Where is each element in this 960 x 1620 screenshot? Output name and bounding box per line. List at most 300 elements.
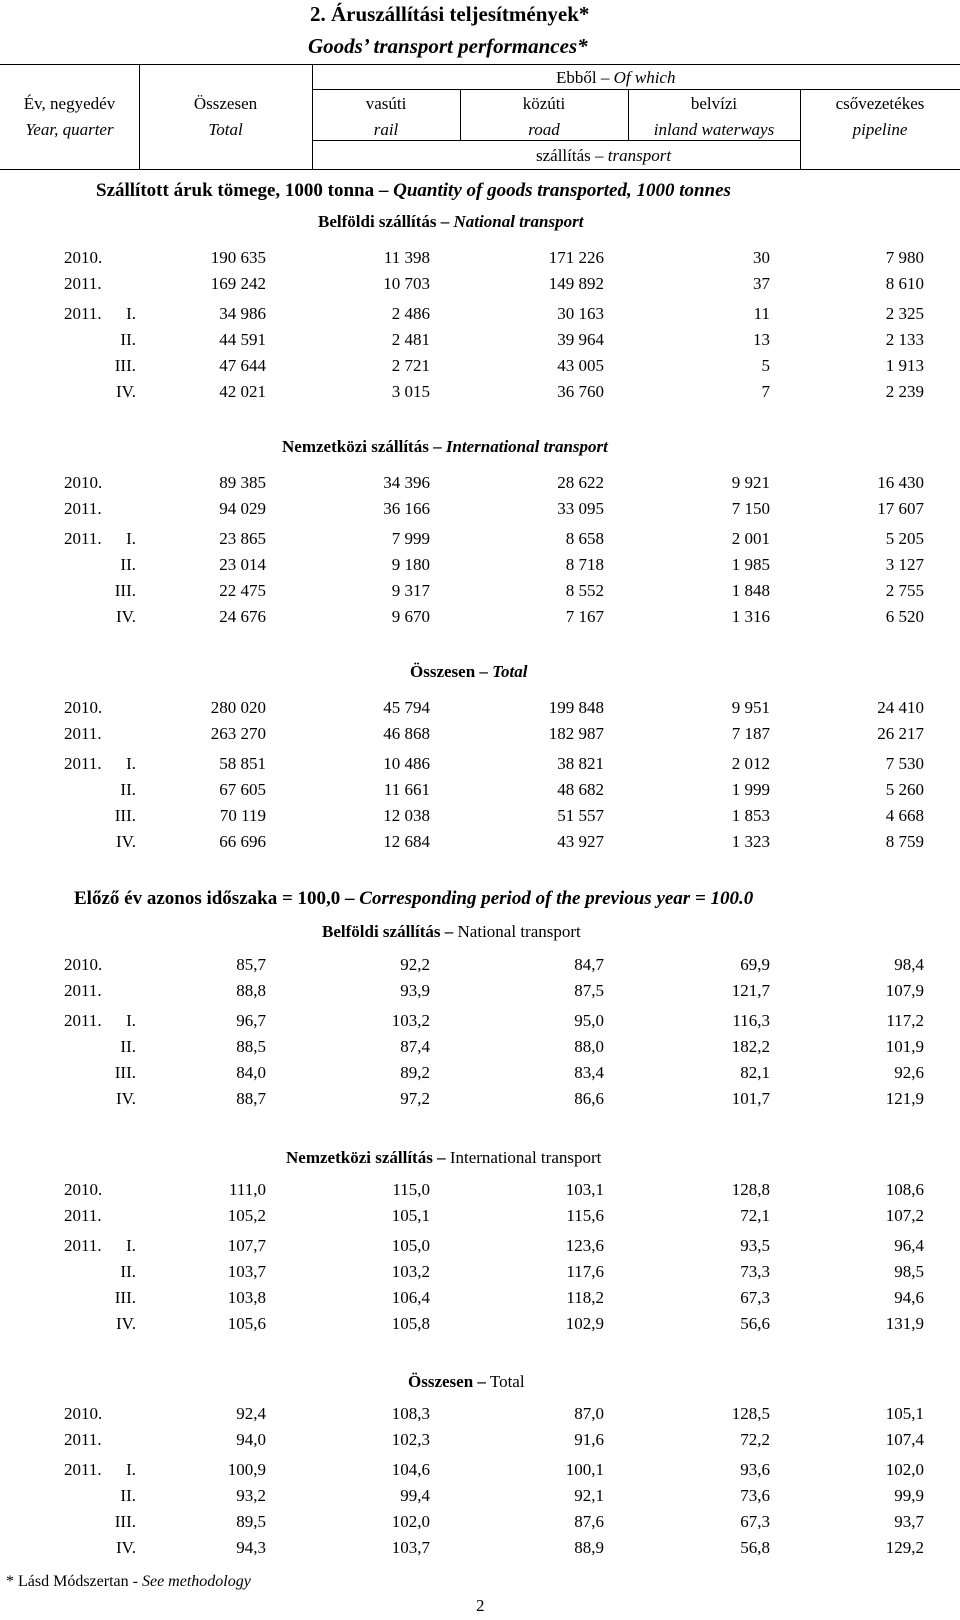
cell-pipe: 7 530 bbox=[885, 754, 924, 773]
cell-total: 23 865 bbox=[219, 529, 266, 548]
table-row bbox=[0, 1236, 960, 1258]
cell-pipe: 2 133 bbox=[885, 330, 924, 349]
cell-pipe: 99,9 bbox=[894, 1486, 924, 1505]
cell-inland: 56,6 bbox=[740, 1314, 770, 1333]
cell-road: 171 226 bbox=[548, 248, 604, 267]
cell-total: 103,8 bbox=[227, 1288, 266, 1307]
cell-total: 280 020 bbox=[210, 698, 266, 717]
table-row bbox=[0, 1262, 960, 1284]
col-divider-1 bbox=[139, 64, 140, 169]
row-quarter: III. bbox=[114, 806, 136, 825]
cell-pipe: 107,9 bbox=[885, 981, 924, 1000]
header-road-hu: közúti bbox=[522, 94, 566, 113]
cell-road: 88,9 bbox=[574, 1538, 604, 1557]
cell-road: 95,0 bbox=[574, 1011, 604, 1030]
cell-rail: 7 999 bbox=[391, 529, 430, 548]
cell-pipe: 16 430 bbox=[877, 473, 924, 492]
table-row bbox=[0, 1011, 960, 1033]
section-heading bbox=[322, 922, 581, 942]
cell-inland: 1 853 bbox=[731, 806, 770, 825]
cell-total: 107,7 bbox=[227, 1236, 266, 1255]
header-inland-en: inland waterways bbox=[653, 120, 775, 139]
cell-pipe: 24 410 bbox=[877, 698, 924, 717]
cell-pipe: 2 325 bbox=[885, 304, 924, 323]
cell-inland: 67,3 bbox=[740, 1512, 770, 1531]
table-row bbox=[0, 499, 960, 521]
header-transport bbox=[536, 146, 671, 166]
cell-total: 190 635 bbox=[210, 248, 266, 267]
cell-rail: 3 015 bbox=[391, 382, 430, 401]
row-quarter: II. bbox=[120, 1486, 136, 1505]
cell-road: 86,6 bbox=[574, 1089, 604, 1108]
row-quarter: I. bbox=[126, 1460, 136, 1479]
cell-inland: 7 150 bbox=[731, 499, 770, 518]
cell-pipe: 93,7 bbox=[894, 1512, 924, 1531]
cell-pipe: 129,2 bbox=[885, 1538, 924, 1557]
cell-rail: 2 721 bbox=[391, 356, 430, 375]
cell-total: 105,2 bbox=[227, 1206, 266, 1225]
cell-inland: 73,6 bbox=[740, 1486, 770, 1505]
cell-rail: 87,4 bbox=[400, 1037, 430, 1056]
row-quarter: I. bbox=[126, 754, 136, 773]
table-row bbox=[0, 607, 960, 629]
table-row bbox=[0, 274, 960, 296]
cell-inland: 7 187 bbox=[731, 724, 770, 743]
cell-total: 88,8 bbox=[236, 981, 266, 1000]
cell-total: 84,0 bbox=[236, 1063, 266, 1082]
header-bottom-rule bbox=[0, 169, 960, 170]
cell-rail: 45 794 bbox=[383, 698, 430, 717]
cell-rail: 93,9 bbox=[400, 981, 430, 1000]
cell-rail: 105,1 bbox=[391, 1206, 430, 1225]
section-heading-hu: Összesen – bbox=[408, 1372, 486, 1391]
cell-pipe: 121,9 bbox=[885, 1089, 924, 1108]
cell-rail: 106,4 bbox=[391, 1288, 430, 1307]
header-total-hu: Összesen bbox=[193, 94, 258, 113]
cell-inland: 2 001 bbox=[731, 529, 770, 548]
row-quarter: II. bbox=[120, 1262, 136, 1281]
cell-total: 22 475 bbox=[219, 581, 266, 600]
cell-pipe: 2 755 bbox=[885, 581, 924, 600]
cell-rail: 9 317 bbox=[391, 581, 430, 600]
row-year: 2011. bbox=[64, 1011, 102, 1030]
section-heading-hu: Összesen – bbox=[410, 662, 488, 681]
cell-rail: 105,0 bbox=[391, 1236, 430, 1255]
row-quarter: I. bbox=[126, 1011, 136, 1030]
cell-total: 58 851 bbox=[219, 754, 266, 773]
cell-inland: 30 bbox=[753, 248, 770, 267]
cell-inland: 128,5 bbox=[731, 1404, 770, 1423]
table-row bbox=[0, 382, 960, 404]
table-row bbox=[0, 754, 960, 776]
cell-total: 42 021 bbox=[219, 382, 266, 401]
cell-road: 8 658 bbox=[565, 529, 604, 548]
row-quarter: IV. bbox=[116, 382, 136, 401]
part2-heading-hu: Előző év azonos időszaka = 100,0 – bbox=[74, 888, 355, 909]
row-quarter: II. bbox=[120, 780, 136, 799]
section-heading-en: International transport bbox=[445, 437, 608, 456]
section-heading bbox=[318, 212, 583, 232]
cell-inland: 93,6 bbox=[740, 1460, 770, 1479]
cell-rail: 108,3 bbox=[391, 1404, 430, 1423]
row-year: 2011. bbox=[64, 1460, 102, 1479]
cell-total: 44 591 bbox=[219, 330, 266, 349]
table-row bbox=[0, 698, 960, 720]
table-row bbox=[0, 780, 960, 802]
cell-pipe: 26 217 bbox=[877, 724, 924, 743]
cell-pipe: 107,4 bbox=[885, 1430, 924, 1449]
table-row bbox=[0, 1037, 960, 1059]
cell-rail: 103,7 bbox=[391, 1538, 430, 1557]
row-year: 2011. bbox=[64, 1430, 102, 1449]
table-row bbox=[0, 981, 960, 1003]
row-year: 2011. bbox=[64, 274, 102, 293]
cell-rail: 9 670 bbox=[391, 607, 430, 626]
row-year: 2011. bbox=[64, 981, 102, 1000]
part1-heading bbox=[96, 180, 731, 202]
cell-rail: 103,2 bbox=[391, 1011, 430, 1030]
part1-heading-hu: Szállított áruk tömege, 1000 tonna – bbox=[96, 180, 389, 201]
header-ebbol-hu: Ebből – bbox=[556, 68, 610, 87]
row-year: 2010. bbox=[64, 955, 103, 974]
section-heading bbox=[408, 1372, 525, 1392]
row-quarter: IV. bbox=[116, 1538, 136, 1557]
row-quarter: IV. bbox=[116, 607, 136, 626]
cell-inland: 121,7 bbox=[731, 981, 770, 1000]
cell-total: 88,7 bbox=[236, 1089, 266, 1108]
cell-rail: 12 038 bbox=[383, 806, 430, 825]
cell-pipe: 98,4 bbox=[894, 955, 924, 974]
header-pipe-hu: csővezetékes bbox=[835, 94, 925, 113]
cell-rail: 105,8 bbox=[391, 1314, 430, 1333]
table-row bbox=[0, 473, 960, 495]
cell-total: 34 986 bbox=[219, 304, 266, 323]
row-quarter: II. bbox=[120, 330, 136, 349]
header-transport-hu: szállítás – bbox=[536, 146, 604, 165]
cell-inland: 93,5 bbox=[740, 1236, 770, 1255]
cell-pipe: 3 127 bbox=[885, 555, 924, 574]
part2-heading bbox=[74, 888, 753, 910]
cell-inland: 2 012 bbox=[731, 754, 770, 773]
header-inland-hu: belvízi bbox=[690, 94, 738, 113]
table-row bbox=[0, 304, 960, 326]
cell-total: 94 029 bbox=[219, 499, 266, 518]
header-pipe-en: pipeline bbox=[852, 120, 908, 139]
cell-total: 103,7 bbox=[227, 1262, 266, 1281]
cell-inland: 128,8 bbox=[731, 1180, 770, 1199]
cell-pipe: 131,9 bbox=[885, 1314, 924, 1333]
cell-total: 24 676 bbox=[219, 607, 266, 626]
cell-road: 8 552 bbox=[565, 581, 604, 600]
cell-pipe: 117,2 bbox=[886, 1011, 924, 1030]
cell-rail: 2 486 bbox=[391, 304, 430, 323]
section-heading-hu: Belföldi szállítás – bbox=[322, 922, 454, 941]
row-year: 2010. bbox=[64, 248, 103, 267]
row-quarter: II. bbox=[120, 1037, 136, 1056]
cell-road: 36 760 bbox=[557, 382, 604, 401]
cell-inland: 1 999 bbox=[731, 780, 770, 799]
cell-road: 33 095 bbox=[557, 499, 604, 518]
cell-road: 118,2 bbox=[566, 1288, 604, 1307]
header-of-which-en: Of which bbox=[613, 68, 676, 87]
cell-inland: 1 848 bbox=[731, 581, 770, 600]
cell-rail: 103,2 bbox=[391, 1262, 430, 1281]
header-rail-en: rail bbox=[373, 120, 399, 139]
part1-heading-en: Quantity of goods transported, 1000 tonnes bbox=[393, 180, 731, 201]
cell-road: 30 163 bbox=[557, 304, 604, 323]
cell-rail: 12 684 bbox=[383, 832, 430, 851]
cell-rail: 10 703 bbox=[383, 274, 430, 293]
cell-total: 100,9 bbox=[227, 1460, 266, 1479]
table-row bbox=[0, 1460, 960, 1482]
cell-road: 38 821 bbox=[557, 754, 604, 773]
cell-inland: 72,2 bbox=[740, 1430, 770, 1449]
header-road-en: road bbox=[528, 120, 560, 139]
row-quarter: III. bbox=[114, 1288, 136, 1307]
cell-pipe: 17 607 bbox=[877, 499, 924, 518]
cell-inland: 182,2 bbox=[731, 1037, 770, 1056]
cell-total: 47 644 bbox=[219, 356, 266, 375]
cell-road: 91,6 bbox=[574, 1430, 604, 1449]
cell-pipe: 4 668 bbox=[885, 806, 924, 825]
cell-rail: 99,4 bbox=[400, 1486, 430, 1505]
footnote-en: See methodology bbox=[141, 1573, 251, 1590]
row-quarter: I. bbox=[126, 529, 136, 548]
cell-inland: 1 323 bbox=[731, 832, 770, 851]
section-heading-en: National transport bbox=[457, 922, 581, 941]
cell-road: 84,7 bbox=[574, 955, 604, 974]
row-year: 2011. bbox=[64, 529, 102, 548]
cell-total: 105,6 bbox=[227, 1314, 266, 1333]
table-row bbox=[0, 1063, 960, 1085]
table-row bbox=[0, 1486, 960, 1508]
table-row bbox=[0, 1180, 960, 1202]
header-year-en: Year, quarter bbox=[25, 120, 114, 139]
header-ebbol bbox=[556, 68, 675, 88]
header-ebbol-rule bbox=[312, 89, 960, 90]
table-row bbox=[0, 248, 960, 270]
cell-pipe: 2 239 bbox=[885, 382, 924, 401]
footnote bbox=[6, 1573, 251, 1591]
cell-road: 28 622 bbox=[557, 473, 604, 492]
cell-total: 111,0 bbox=[229, 1180, 266, 1199]
table-title-en: Goods’ transport performances* bbox=[308, 34, 588, 58]
cell-rail: 9 180 bbox=[391, 555, 430, 574]
row-quarter: IV. bbox=[116, 832, 136, 851]
table-row bbox=[0, 1430, 960, 1452]
cell-pipe: 6 520 bbox=[885, 607, 924, 626]
table-row bbox=[0, 806, 960, 828]
cell-inland: 1 316 bbox=[731, 607, 770, 626]
row-quarter: III. bbox=[114, 581, 136, 600]
col-divider-2 bbox=[312, 64, 313, 169]
cell-road: 39 964 bbox=[557, 330, 604, 349]
row-year: 2011. bbox=[64, 304, 102, 323]
row-quarter: IV. bbox=[116, 1089, 136, 1108]
row-year: 2011. bbox=[64, 1206, 102, 1225]
cell-road: 87,0 bbox=[574, 1404, 604, 1423]
table-row bbox=[0, 1512, 960, 1534]
cell-road: 88,0 bbox=[574, 1037, 604, 1056]
cell-rail: 36 166 bbox=[383, 499, 430, 518]
cell-inland: 9 951 bbox=[731, 698, 770, 717]
row-year: 2010. bbox=[64, 1404, 103, 1423]
header-rail-hu: vasúti bbox=[365, 94, 407, 113]
row-quarter: I. bbox=[126, 1236, 136, 1255]
cell-pipe: 5 260 bbox=[885, 780, 924, 799]
row-quarter: III. bbox=[114, 356, 136, 375]
cell-rail: 97,2 bbox=[400, 1089, 430, 1108]
cell-road: 117,6 bbox=[566, 1262, 604, 1281]
table-row bbox=[0, 1206, 960, 1228]
cell-pipe: 7 980 bbox=[885, 248, 924, 267]
cell-rail: 102,0 bbox=[391, 1512, 430, 1531]
cell-inland: 73,3 bbox=[740, 1262, 770, 1281]
cell-pipe: 1 913 bbox=[885, 356, 924, 375]
section-heading-hu: Nemzetközi szállítás – bbox=[286, 1148, 446, 1167]
header-top-rule bbox=[0, 64, 960, 65]
cell-road: 199 848 bbox=[548, 698, 604, 717]
table-row bbox=[0, 330, 960, 352]
row-year: 2011. bbox=[64, 754, 102, 773]
cell-total: 23 014 bbox=[219, 555, 266, 574]
cell-road: 43 005 bbox=[557, 356, 604, 375]
cell-total: 169 242 bbox=[210, 274, 266, 293]
cell-pipe: 8 610 bbox=[885, 274, 924, 293]
cell-road: 149 892 bbox=[548, 274, 604, 293]
cell-total: 92,4 bbox=[236, 1404, 266, 1423]
cell-inland: 82,1 bbox=[740, 1063, 770, 1082]
cell-road: 51 557 bbox=[557, 806, 604, 825]
cell-total: 89 385 bbox=[219, 473, 266, 492]
part2-heading-en: Corresponding period of the previous year = 100.0 bbox=[359, 888, 754, 909]
cell-pipe: 94,6 bbox=[894, 1288, 924, 1307]
section-heading bbox=[282, 437, 608, 457]
cell-inland: 13 bbox=[753, 330, 770, 349]
cell-pipe: 105,1 bbox=[885, 1404, 924, 1423]
cell-pipe: 98,5 bbox=[894, 1262, 924, 1281]
table-row bbox=[0, 356, 960, 378]
cell-pipe: 8 759 bbox=[885, 832, 924, 851]
cell-inland: 56,8 bbox=[740, 1538, 770, 1557]
cell-inland: 69,9 bbox=[740, 955, 770, 974]
section-heading-en: Total bbox=[492, 662, 528, 681]
cell-inland: 101,7 bbox=[731, 1089, 770, 1108]
cell-pipe: 102,0 bbox=[885, 1460, 924, 1479]
cell-rail: 11 661 bbox=[383, 780, 430, 799]
section-heading-en: International transport bbox=[449, 1148, 602, 1167]
page-number: 2 bbox=[476, 1596, 485, 1615]
cell-total: 263 270 bbox=[210, 724, 266, 743]
cell-pipe: 107,2 bbox=[885, 1206, 924, 1225]
section-heading-en: Total bbox=[489, 1372, 525, 1391]
cell-inland: 67,3 bbox=[740, 1288, 770, 1307]
cell-rail: 115,0 bbox=[392, 1180, 430, 1199]
table-title-hu: 2. Áruszállítási teljesítmények* bbox=[310, 2, 590, 26]
row-year: 2011. bbox=[64, 1236, 102, 1255]
cell-road: 102,9 bbox=[565, 1314, 604, 1333]
cell-road: 92,1 bbox=[574, 1486, 604, 1505]
cell-total: 67 605 bbox=[219, 780, 266, 799]
table-row bbox=[0, 955, 960, 977]
cell-inland: 72,1 bbox=[740, 1206, 770, 1225]
cell-rail: 104,6 bbox=[391, 1460, 430, 1479]
cell-pipe: 108,6 bbox=[885, 1180, 924, 1199]
cell-pipe: 96,4 bbox=[894, 1236, 924, 1255]
table-row bbox=[0, 832, 960, 854]
row-quarter: IV. bbox=[116, 1314, 136, 1333]
section-heading bbox=[286, 1148, 601, 1168]
cell-total: 94,0 bbox=[236, 1430, 266, 1449]
row-quarter: I. bbox=[126, 304, 136, 323]
cell-road: 48 682 bbox=[557, 780, 604, 799]
cell-pipe: 101,9 bbox=[885, 1037, 924, 1056]
table-row bbox=[0, 555, 960, 577]
cell-rail: 2 481 bbox=[391, 330, 430, 349]
row-year: 2010. bbox=[64, 698, 103, 717]
cell-rail: 46 868 bbox=[383, 724, 430, 743]
section-heading-hu: Belföldi szállítás – bbox=[318, 212, 450, 231]
table-row bbox=[0, 1089, 960, 1111]
cell-road: 103,1 bbox=[565, 1180, 604, 1199]
table-row bbox=[0, 724, 960, 746]
cell-inland: 116,3 bbox=[732, 1011, 770, 1030]
row-quarter: II. bbox=[120, 555, 136, 574]
header-year-hu: Év, negyedév bbox=[23, 94, 116, 113]
header-total-en: Total bbox=[208, 120, 243, 139]
cell-pipe: 5 205 bbox=[885, 529, 924, 548]
cell-road: 8 718 bbox=[565, 555, 604, 574]
row-quarter: III. bbox=[114, 1063, 136, 1082]
cell-total: 70 119 bbox=[219, 806, 266, 825]
row-year: 2011. bbox=[64, 499, 102, 518]
cell-inland: 9 921 bbox=[731, 473, 770, 492]
table-row bbox=[0, 1404, 960, 1426]
cell-rail: 10 486 bbox=[383, 754, 430, 773]
cell-road: 83,4 bbox=[574, 1063, 604, 1082]
cell-road: 87,6 bbox=[574, 1512, 604, 1531]
table-row bbox=[0, 1288, 960, 1310]
cell-total: 88,5 bbox=[236, 1037, 266, 1056]
section-heading-hu: Nemzetközi szállítás – bbox=[282, 437, 442, 456]
row-quarter: III. bbox=[114, 1512, 136, 1531]
cell-inland: 7 bbox=[761, 382, 770, 401]
cell-inland: 5 bbox=[761, 356, 770, 375]
table-row bbox=[0, 1314, 960, 1336]
table-row bbox=[0, 529, 960, 551]
section-heading bbox=[410, 662, 527, 682]
cell-inland: 37 bbox=[753, 274, 770, 293]
header-transport-en: transport bbox=[607, 146, 672, 165]
cell-rail: 89,2 bbox=[400, 1063, 430, 1082]
cell-road: 115,6 bbox=[566, 1206, 604, 1225]
row-year: 2010. bbox=[64, 473, 103, 492]
section-heading-en: National transport bbox=[453, 212, 584, 231]
row-year: 2010. bbox=[64, 1180, 103, 1199]
cell-road: 7 167 bbox=[565, 607, 604, 626]
table-row bbox=[0, 1538, 960, 1560]
cell-road: 100,1 bbox=[565, 1460, 604, 1479]
cell-rail: 92,2 bbox=[400, 955, 430, 974]
cell-road: 123,6 bbox=[565, 1236, 604, 1255]
cell-road: 43 927 bbox=[557, 832, 604, 851]
cell-total: 94,3 bbox=[236, 1538, 266, 1557]
cell-inland: 11 bbox=[753, 304, 770, 323]
cell-rail: 102,3 bbox=[391, 1430, 430, 1449]
cell-total: 66 696 bbox=[219, 832, 266, 851]
header-transport-rule bbox=[312, 140, 800, 141]
cell-pipe: 92,6 bbox=[894, 1063, 924, 1082]
